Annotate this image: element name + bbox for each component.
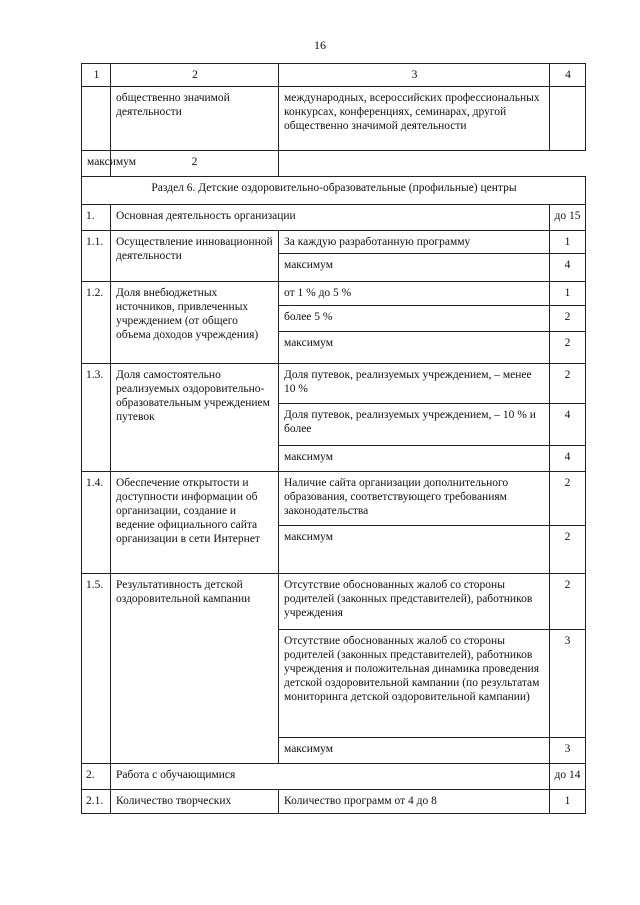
table-row [82,151,586,177]
criterion-cell: Отсутствие обоснованных жалоб со стороны родителей (законных представителей), работников учреждения [279,574,550,630]
score-cell: 4 [550,404,586,446]
criterion-cell: максимум [279,526,550,574]
criterion-cell: максимум [279,332,550,364]
score-cell: до 14 [550,764,586,790]
table-row [82,282,586,306]
score-cell [550,87,586,151]
score-cell: 2 [550,526,586,574]
header-col-3: 3 [279,64,550,87]
criterion-cell: более 5 % [279,306,550,332]
item-number [82,87,111,151]
indicator-name: Доля самостоятельно реализуемых оздоровительно-образовательным учреждением путевок [111,364,279,472]
header-col-4: 4 [550,64,586,87]
indicator-name: Результативность детской оздоровительной кампании [111,574,279,764]
indicator-name: общественно значимой деятельности [111,87,279,151]
score-cell: 1 [550,282,586,306]
score-cell: 2 [550,472,586,526]
criterion-cell: Отсутствие обоснованных жалоб со стороны родителей (законных представителей), работников учреждения и положительная динамика проведения детской оздоровительной кампании (по результатам мониторинга детской оздоровительной кампании) [279,630,550,738]
item-number: 1.2. [82,282,111,364]
indicator-name: Доля внебюджетных источников, привлеченных учреждением (от общего объема доходов учреждения) [111,282,279,364]
table-header-row [82,64,586,87]
criterion-cell: Доля путевок, реализуемых учреждением, – менее 10 % [279,364,550,404]
criterion-cell: Наличие сайта организации дополнительного образования, соответствующего требованиям законодательства [279,472,550,526]
criteria-table [81,63,586,814]
item-number: 1.4. [82,472,111,574]
score-cell: 2 [550,306,586,332]
score-cell: 4 [550,446,586,472]
header-col-2: 2 [111,64,279,87]
indicator-name: Обеспечение открытости и доступности информации об организации, создание и ведение официального сайта организации в сети Интернет [111,472,279,574]
score-cell: 3 [550,630,586,738]
table-row [82,87,586,151]
score-cell: 4 [550,254,586,282]
score-cell: 2 [550,332,586,364]
score-cell: 1 [550,231,586,254]
table-row [82,790,586,814]
criterion-cell: от 1 % до 5 % [279,282,550,306]
score-cell: 3 [550,738,586,764]
score-cell: 2 [550,574,586,630]
score-cell: 1 [550,790,586,814]
criterion-cell: максимум [279,738,550,764]
section-heading: Раздел 6. Детские оздоровительно-образовательные (профильные) центры [82,177,586,205]
table-row [82,177,586,205]
indicator-name: Количество творческих [111,790,279,814]
table-row [82,231,586,254]
item-number: 2. [82,764,111,790]
indicator-name: Основная деятельность организации [111,205,550,231]
item-number: 1.1. [82,231,111,282]
criterion-cell: максимум [82,151,111,177]
indicator-name: Осуществление инновационной деятельности [111,231,279,282]
table-row [82,472,586,526]
page-number: 16 [314,38,326,52]
criterion-cell: Доля путевок, реализуемых учреждением, – 10 % и более [279,404,550,446]
item-number: 1.5. [82,574,111,764]
criterion-cell: максимум [279,446,550,472]
item-number: 1.3. [82,364,111,472]
criterion-cell: Количество программ от 4 до 8 [279,790,550,814]
table-row [82,364,586,404]
score-cell: до 15 [550,205,586,231]
table-row [82,205,586,231]
item-number: 2.1. [82,790,111,814]
criterion-cell: международных, всероссийских профессиональных конкурсах, конференциях, семинарах, другой общественно значимой деятельности [279,87,550,151]
score-cell: 2 [550,364,586,404]
item-number: 1. [82,205,111,231]
table-row [82,574,586,630]
score-cell: 2 [111,151,279,177]
criterion-cell: За каждую разработанную программу [279,231,550,254]
header-col-1: 1 [82,64,111,87]
criterion-cell: максимум [279,254,550,282]
indicator-name: Работа с обучающимися [111,764,550,790]
table-row [82,764,586,790]
